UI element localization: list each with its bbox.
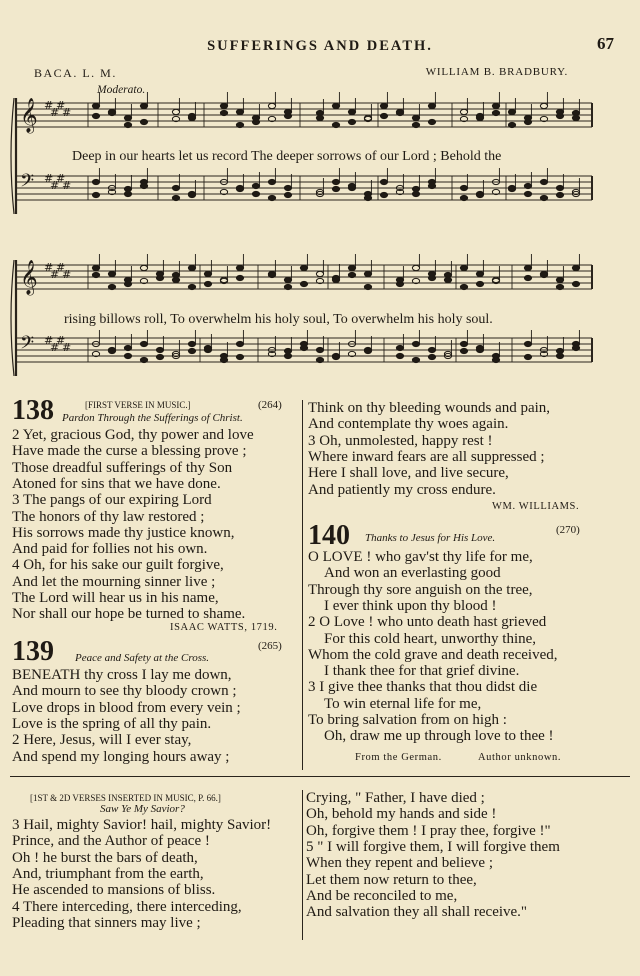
hymn-138-line-4: Atoned for sins that we have done. <box>12 475 221 492</box>
bottom-right-line-5: When they repent and believe ; <box>306 855 494 872</box>
svg-text:#: # <box>56 172 66 185</box>
right-col-line-6: And patiently my cross endure. <box>308 481 496 498</box>
hymn-140-line-6: For this cold heart, unworthy thine, <box>324 630 537 647</box>
bottom-right-line-8: And salvation they all shall receive." <box>306 904 528 921</box>
svg-text:#: # <box>62 268 72 281</box>
hymn-140-line-8: I thank thee for that grief divine. <box>324 663 520 680</box>
hymn-139-title: Peace and Safety at the Cross. <box>75 652 210 664</box>
hymn-140-line-9: 3 I give thee thanks that thou didst die <box>308 679 538 696</box>
bottom-left-line-7: Pleading that sinners may live ; <box>12 914 201 931</box>
hymn-140-title: Thanks to Jesus for His Love. <box>365 532 496 544</box>
hymn-138-line-1: 2 Yet, gracious God, thy power and love <box>12 427 254 443</box>
hymn-140-line-1: O LOVE ! who gav'st thy life for me, <box>308 549 533 565</box>
right-col-line-1: Think on thy bleeding wounds and pain, <box>308 400 551 416</box>
right-col-line-4: Where inward fears are all suppressed ; <box>308 448 545 465</box>
bottom-column-divider <box>302 790 303 940</box>
bottom-right-line-1: Crying, " Father, I have died ; <box>306 790 485 806</box>
svg-text:#: # <box>62 106 72 119</box>
hymn-138-line-5: 3 The pangs of our expiring Lord <box>12 492 212 509</box>
bottom-right-line-3: Oh, forgive them ! I pray thee, forgive !" <box>306 822 551 839</box>
page-number: 67 <box>597 34 614 53</box>
svg-text:𝄞: 𝄞 <box>20 98 38 133</box>
hymn-140-line-12: Oh, draw me up through love to thee ! <box>324 728 554 745</box>
bottom-right-line-4: 5 " I will forgive them, I will forgive them <box>306 838 560 855</box>
svg-text:𝄞: 𝄞 <box>20 260 38 295</box>
bottom-right-line-7: And be reconciled to me, <box>306 887 458 904</box>
svg-text:#: # <box>56 334 66 347</box>
svg-text:#: # <box>50 341 60 354</box>
hymn-138-line-6: The honors of thy law restored ; <box>12 508 205 525</box>
bottom-right-line-6: Let them now return to thee, <box>306 871 477 888</box>
svg-text:#: # <box>56 99 66 112</box>
hymn-138-line-8: And paid for follies not his own. <box>12 541 208 558</box>
hymn-140-line-4: I ever think upon thy blood ! <box>324 597 497 614</box>
svg-text:𝄢: 𝄢 <box>20 333 35 358</box>
lyric-line-1: Deep in our hearts let us record The deeper sorrows of our Lord ; Behold the <box>72 149 502 164</box>
hymn-138-ref: (264) <box>258 399 282 411</box>
svg-text:#: # <box>62 341 72 354</box>
svg-text:#: # <box>50 106 60 119</box>
right-col-line-5: Here I shall love, and live secure, <box>308 465 509 482</box>
bottom-left-line-6: 4 There interceding, there interceding, <box>12 898 242 915</box>
hymn-139-line-3: Love drops in blood from every vein ; <box>12 699 241 716</box>
bottom-left-line-5: He ascended to mansions of bliss. <box>12 882 216 899</box>
hymn-139-line-4: Love is the spring of all thy pain. <box>12 715 212 732</box>
composer-credit: WILLIAM B. BRADBURY. <box>425 66 568 78</box>
column-divider <box>302 400 303 770</box>
bottom-left-title: Saw Ye My Savior? <box>100 803 185 815</box>
tempo-marking: Moderato. <box>97 84 146 96</box>
right-column-author: WM. WILLIAMS. <box>492 501 580 512</box>
hymn-140-author-right: Author unknown. <box>478 752 562 763</box>
section-divider-rule <box>10 776 630 777</box>
hymn-140-number: 140 <box>308 520 350 551</box>
bottom-left-line-2: Prince, and the Author of peace ! <box>12 833 210 850</box>
page-header-title: SUFFERINGS AND DEATH. <box>207 38 433 54</box>
hymn-139-ref: (265) <box>258 640 282 652</box>
svg-text:#: # <box>44 261 54 274</box>
hymn-139-line-5: 2 Here, Jesus, will I ever stay, <box>12 732 192 749</box>
hymn-140-line-5: 2 O Love ! who unto death hast grieved <box>308 614 547 631</box>
tune-name: BACA. L. M. <box>34 66 117 80</box>
hymn-138-line-3: Those dreadful sufferings of thy Son <box>12 459 233 476</box>
hymn-138-note: [FIRST VERSE IN MUSIC.] <box>85 400 191 410</box>
svg-text:#: # <box>62 179 72 192</box>
svg-text:#: # <box>44 172 54 185</box>
svg-text:#: # <box>50 268 60 281</box>
svg-text:#: # <box>50 179 60 192</box>
hymn-138-author: ISAAC WATTS, 1719. <box>170 622 278 633</box>
right-col-line-3: 3 Oh, unmolested, happy rest ! <box>308 432 493 449</box>
hymn-138-number: 138 <box>12 395 54 426</box>
hymn-138-line-9: 4 Oh, for his sake our guilt forgive, <box>12 557 224 574</box>
svg-text:𝄢: 𝄢 <box>20 171 35 196</box>
hymn-138-line-12: Nor shall our hope be turned to shame. <box>12 606 246 623</box>
bottom-right-line-2: Oh, behold my hands and side ! <box>306 806 497 823</box>
hymn-138-line-2: Have made the curse a blessing prove ; <box>12 443 247 460</box>
lyric-line-2: rising billows roll, To overwhelm his holy soul, To overwhelm his holy soul. <box>64 312 493 327</box>
right-col-line-2: And contemplate thy woes again. <box>308 416 509 433</box>
hymn-140-line-2: And won an everlasting good <box>324 565 501 582</box>
svg-text:#: # <box>44 99 54 112</box>
hymn-139-number: 139 <box>12 636 54 667</box>
bottom-left-note: [1ST & 2D VERSES INSERTED IN MUSIC, P. 66.] <box>30 793 221 803</box>
hymn-138-line-7: His sorrows made thy justice known, <box>12 524 235 541</box>
hymn-139-line-2: And mourn to see thy bloody crown ; <box>12 683 237 700</box>
hymn-140-line-11: To bring salvation from on high : <box>308 712 507 728</box>
hymn-140-line-7: Whom the cold grave and death received, <box>308 646 558 663</box>
hymn-138-line-11: The Lord will hear us in his name, <box>12 590 219 606</box>
hymn-140-ref: (270) <box>556 524 580 536</box>
hymn-140-line-3: Through thy sore anguish on the tree, <box>308 581 533 598</box>
hymn-138-title: Pardon Through the Sufferings of Christ. <box>62 412 243 424</box>
hymn-139-line-1: BENEATH thy cross I lay me down, <box>12 667 232 683</box>
bottom-left-line-4: And, triumphant from the earth, <box>12 865 204 882</box>
hymn-140-author-left: From the German. <box>355 752 442 763</box>
bottom-left-line-3: Oh ! he burst the bars of death, <box>12 849 198 866</box>
svg-text:#: # <box>56 261 66 274</box>
hymn-139-line-6: And spend my longing hours away ; <box>12 748 230 765</box>
hymn-140-line-10: To win eternal life for me, <box>324 695 482 712</box>
bottom-left-line-1: 3 Hail, mighty Savior! hail, mighty Savior! <box>12 817 272 833</box>
svg-text:#: # <box>44 334 54 347</box>
hymn-138-line-10: And let the mourning sinner live ; <box>12 573 216 590</box>
